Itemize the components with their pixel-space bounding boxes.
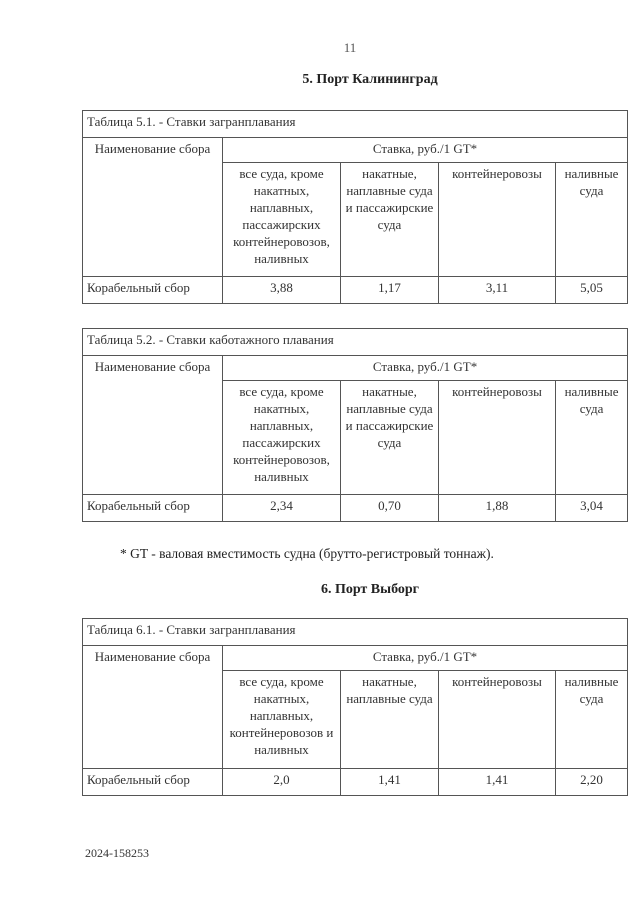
name-column-header: Наименование сбора [83,356,223,495]
name-column-header: Наименование сбора [83,646,223,769]
table-cell: 2,34 [223,495,341,522]
table-cell: 3,11 [439,277,556,304]
table-row [83,495,628,522]
name-column-header: Наименование сбора [83,138,223,277]
table-cell: 2,20 [556,769,628,796]
row-label: Корабельный сбор [83,495,223,522]
column-header: контейнеровозы [439,671,556,769]
rate-header: Ставка, руб./1 GT* [223,138,628,163]
table-cell: 0,70 [341,495,439,522]
footnote: * GT - валовая вместимость судна (брутто-регистровый тоннаж). [120,546,494,561]
table-cell: 1,17 [341,277,439,304]
table-cell: 3,04 [556,495,628,522]
column-header: контейнеровозы [439,163,556,277]
table-cell: 1,88 [439,495,556,522]
row-label: Корабельный сбор [83,769,223,796]
rates-table-6-1 [82,618,628,796]
column-header: контейнеровозы [439,381,556,495]
column-header: накатные, наплавные суда [341,671,439,769]
section-title-vyborg: 6. Порт Выборг [320,582,420,597]
column-header: все суда, кроме накатных, наплавных, пассажирских контейнеровозов, наливных [223,163,341,277]
column-header: накатные, наплавные суда и пассажирские суда [341,163,439,277]
table-cell: 3,88 [223,277,341,304]
table-row [83,769,628,796]
table-caption: Таблица 6.1. - Ставки загранплавания [83,619,628,646]
rates-table-5-1 [82,110,628,304]
column-header: накатные, наплавные суда и пассажирские суда [341,381,439,495]
table-row [83,277,628,304]
rate-header: Ставка, руб./1 GT* [223,356,628,381]
table-caption: Таблица 5.2. - Ставки каботажного плавания [83,329,628,356]
row-label: Корабельный сбор [83,277,223,304]
table-caption: Таблица 5.1. - Ставки загранплавания [83,111,628,138]
table-cell: 1,41 [439,769,556,796]
column-header: наливные суда [556,381,628,495]
table-cell: 2,0 [223,769,341,796]
rates-table-5-2 [82,328,628,522]
document-id: 2024-158253 [85,846,149,860]
column-header: наливные суда [556,671,628,769]
rate-header: Ставка, руб./1 GT* [223,646,628,671]
column-header: все суда, кроме накатных, наплавных, контейнеровозов и наливных [223,671,341,769]
page-number: 11 [343,40,357,55]
section-title-kaliningrad: 5. Порт Калининград [302,72,438,87]
column-header: наливные суда [556,163,628,277]
table-cell: 1,41 [341,769,439,796]
table-cell: 5,05 [556,277,628,304]
column-header: все суда, кроме накатных, наплавных, пассажирских контейнеровозов, наливных [223,381,341,495]
